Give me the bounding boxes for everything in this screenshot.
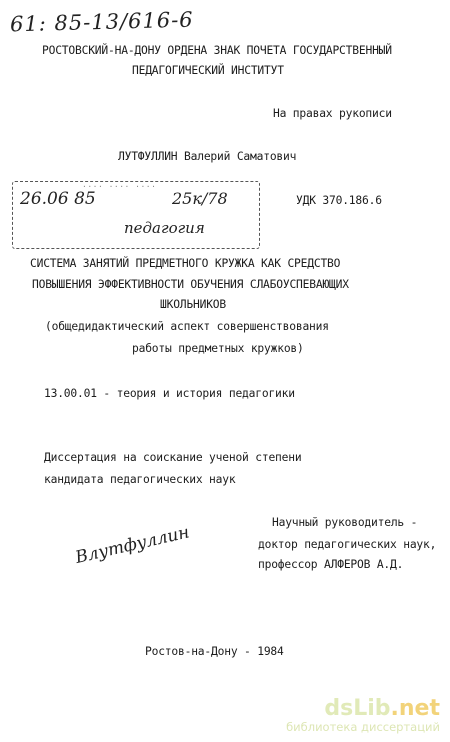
stamp-date: 26.06 85 (20, 189, 96, 209)
title-line-1: СИСТЕМА ЗАНЯТИЙ ПРЕДМЕТНОГО КРУЖКА КАК СРЕДСТВО (30, 257, 341, 270)
supervisor-line-3: профессор АЛФЕРОВ А.Д. (258, 558, 404, 571)
title-line-2: ПОВЫШЕНИЯ ЭФФЕКТИВНОСТИ ОБУЧЕНИЯ СЛАБОУСПЕВАЮЩИХ (32, 278, 349, 291)
place-and-year: Ростов-на-Дону - 1984 (145, 645, 284, 658)
stamp-number: 25к/78 (172, 189, 228, 208)
stamp-subject: педагогия (124, 219, 205, 237)
author-signature: Влутфуллин (73, 522, 192, 568)
handwritten-catalog-code: 61: 85-13/616-6 (9, 7, 194, 37)
institution-line-2: ПЕДАГОГИЧЕСКИЙ ИНСТИТУТ (132, 64, 284, 77)
watermark-brand (286, 698, 440, 720)
manuscript-rights-note: На правах рукописи (273, 107, 392, 120)
subtitle-line-1: (общедидактический аспект совершенствования (45, 320, 329, 333)
subtitle-line-2: работы предметных кружков) (132, 342, 304, 355)
watermark-brand-name: dsLib (324, 696, 391, 721)
title-line-3: ШКОЛЬНИКОВ (160, 298, 227, 311)
supervisor-line-1: Научный руководитель - (272, 516, 418, 529)
institution-line-1: РОСТОВСКИЙ-НА-ДОНУ ОРДЕНА ЗНАК ПОЧЕТА ГОСУДАРСТВЕННЫЙ (42, 44, 392, 57)
specialty-code: 13.00.01 - теория и история педагогики (44, 387, 295, 400)
watermark-brand-tld: .net (390, 696, 440, 721)
degree-line-1: Диссертация на соискание ученой степени (44, 451, 302, 464)
library-registration-stamp (12, 181, 260, 249)
stamp-faded-print: ···· ···· ···· (82, 182, 157, 191)
supervisor-line-2: доктор педагогических наук, (258, 538, 437, 551)
degree-line-2: кандидата педагогических наук (44, 473, 236, 486)
author-name: ЛУТФУЛЛИН Валерий Саматович (118, 150, 297, 163)
dslib-watermark (286, 698, 440, 734)
udc-code: УДК 370.186.6 (296, 194, 382, 207)
watermark-tagline: библиотека диссертаций (286, 720, 440, 734)
